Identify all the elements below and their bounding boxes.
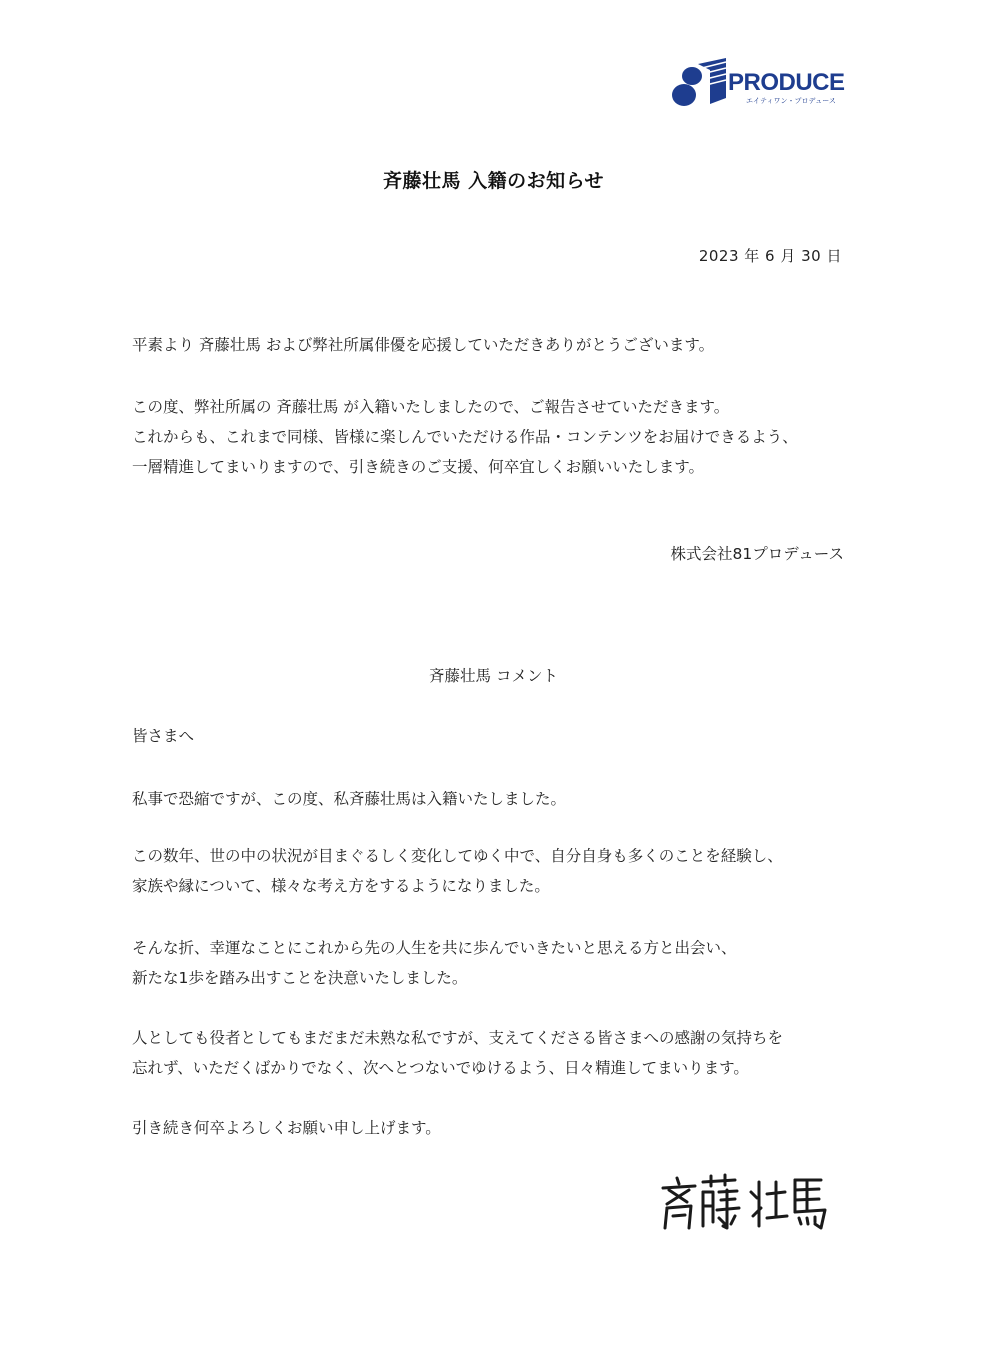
body-line: 一層精進してまいりますので、引き続きのご支援、何卒宜しくお願いいたします。: [132, 458, 704, 476]
comment-paragraph-1: [132, 784, 566, 814]
comment-line: この数年、世の中の状況が目まぐるしく変化してゆく中で、自分自身も多くのことを経験し、: [132, 847, 783, 865]
comment-line: 人としても役者としてもまだまだ未熟な私ですが、支えてくださる皆さまへの感謝の気持ちを: [132, 1029, 784, 1047]
handwritten-signature: [655, 1172, 835, 1236]
comment-line: 新たな1歩を踏み出すことを決意いたしました。: [132, 969, 468, 987]
logo-mark-icon: [670, 58, 848, 110]
salutation-line: 皆さまへ: [132, 727, 195, 745]
company-logo: [670, 58, 848, 110]
logo-subtext: エイティワン・プロデュース: [746, 97, 836, 105]
comment-line: そんな折、幸運なことにこれから先の人生を共に歩んでいきたいと思える方と出会い、: [132, 939, 737, 957]
logo-text: PRODUCE: [728, 69, 845, 96]
comment-title: 斉藤壮馬 コメント: [429, 667, 558, 685]
comment-line: 私事で恐縮ですが、この度、私斉藤壮馬は入籍いたしました。: [132, 790, 567, 808]
greeting-paragraph: [132, 330, 714, 360]
announcement-body: [132, 392, 798, 482]
comment-salutation: [132, 721, 194, 751]
body-line: この度、弊社所属の 斉藤壮馬 が入籍いたしましたので、ご報告させていただきます。: [132, 398, 730, 416]
company-name: 株式会社81プロデュース: [670, 545, 844, 563]
comment-paragraph-2: [132, 841, 783, 901]
comment-line: 忘れず、いただくばかりでなく、次へとつないでゆけるよう、日々精進してまいります。: [132, 1059, 749, 1077]
greeting-line: 平素より 斉藤壮馬 および弊社所属俳優を応援していただきありがとうございます。: [132, 336, 715, 354]
closing-line: 引き続き何卒よろしくお願い申し上げます。: [132, 1119, 441, 1137]
comment-paragraph-4: [132, 1023, 783, 1083]
comment-closing: [132, 1113, 441, 1143]
announcement-date: 2023 年 6 月 30 日: [698, 247, 842, 265]
comment-line: 家族や縁について、様々な考え方をするようになりました。: [132, 877, 550, 895]
comment-paragraph-3: [132, 933, 737, 993]
body-line: これからも、これまで同様、皆様に楽しんでいただける作品・コンテンツをお届けできるよう、: [132, 428, 798, 446]
announcement-title: 斉藤壮馬 入籍のお知らせ: [382, 170, 605, 192]
